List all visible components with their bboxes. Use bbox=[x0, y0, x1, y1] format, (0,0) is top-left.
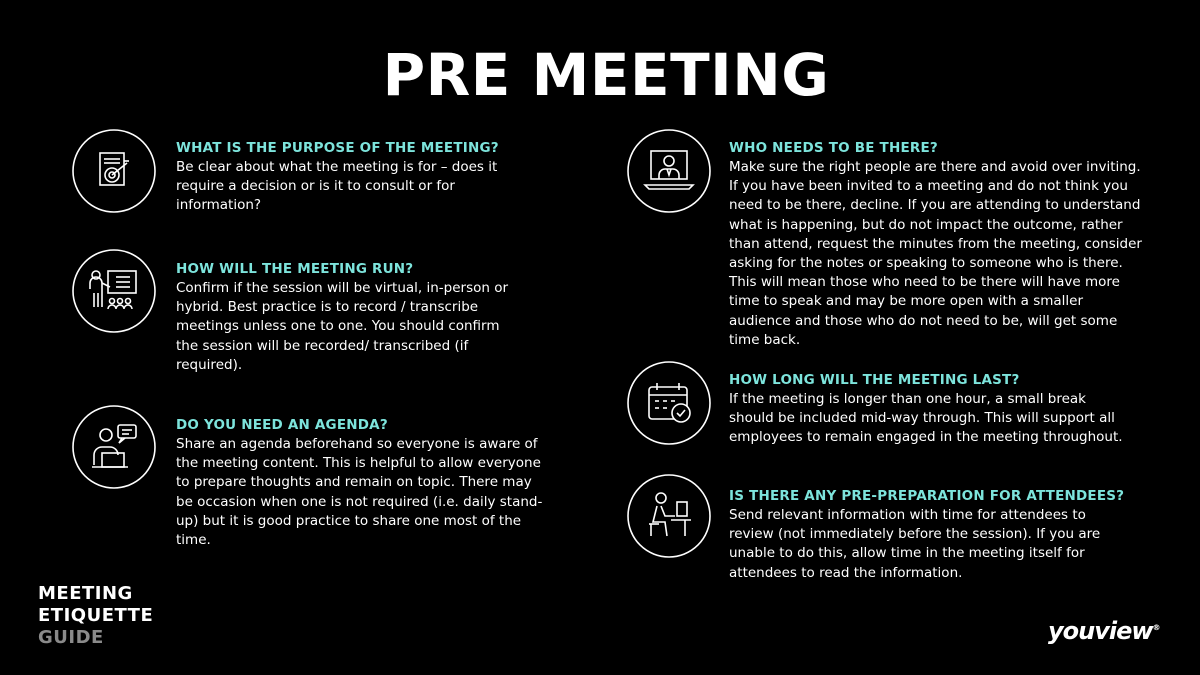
logo-text: youview bbox=[1048, 617, 1153, 645]
guide-label bbox=[38, 583, 153, 649]
section-how-run bbox=[176, 260, 516, 375]
youview-logo bbox=[1048, 617, 1160, 645]
section-body: If the meeting is longer than one hour, a small break should be included mid-way through. This will support all employees to remain engaged in the meeting throughout. bbox=[729, 391, 1123, 446]
logo-mark: ® bbox=[1152, 623, 1160, 632]
section-heading: IS THERE ANY PRE-PREPARATION FOR ATTENDEES? bbox=[729, 488, 1125, 504]
section-body: Be clear about what the meeting is for – does it require a decision or is it to consult or for information? bbox=[176, 159, 498, 214]
guide-line-1: MEETING bbox=[38, 583, 133, 604]
calendar-clock-icon bbox=[627, 361, 711, 445]
guide-line-2: ETIQUETTE bbox=[38, 605, 154, 626]
page-title: PRE MEETING bbox=[382, 41, 830, 109]
presenter-audience-icon bbox=[72, 249, 156, 333]
section-heading: HOW WILL THE MEETING RUN? bbox=[176, 261, 414, 277]
section-heading: WHAT IS THE PURPOSE OF THE MEETING? bbox=[176, 140, 499, 156]
section-preparation bbox=[729, 487, 1129, 583]
section-heading: HOW LONG WILL THE MEETING LAST? bbox=[729, 372, 1020, 388]
section-agenda bbox=[176, 416, 546, 550]
section-purpose bbox=[176, 139, 506, 216]
section-body: Share an agenda beforehand so everyone is aware of the meeting content. This is helpful to allow everyone to prepare thoughts and remain on topic. There may be occasion when one is not required (i.e. daily stand-up) but it is good practice to share one most of the time. bbox=[176, 436, 543, 549]
person-laptop-chat-icon bbox=[72, 405, 156, 489]
section-who-there bbox=[729, 139, 1149, 350]
section-how-long bbox=[729, 371, 1129, 448]
section-body: Confirm if the session will be virtual, in-person or hybrid. Best practice is to record / transcribe meetings unless one to one. You should confirm the session will be recorded/ transcribed (if required). bbox=[176, 280, 509, 373]
section-body: Make sure the right people are there and avoid over inviting. If you have been invited to a meeting and do not think you need to be there, decline. If you are attending to understand what is happening, but do not impact the outcome, rather than attend, request the minutes from the meeting, consider asking for the notes or speaking to someone who is there. This will mean those who need to be there will have more time to speak and may be more open with a smaller audience and those who do not need to be, will get some time back. bbox=[729, 159, 1142, 348]
section-body: Send relevant information with time for attendees to review (not immediately before the session). If you are unable to do this, allow time in the meeting itself for attendees to read the information. bbox=[729, 507, 1101, 581]
guide-line-3: GUIDE bbox=[38, 627, 104, 648]
video-call-laptop-icon bbox=[627, 129, 711, 213]
section-heading: WHO NEEDS TO BE THERE? bbox=[729, 140, 938, 156]
section-heading: DO YOU NEED AN AGENDA? bbox=[176, 417, 388, 433]
person-at-desk-icon bbox=[627, 474, 711, 558]
document-target-icon bbox=[72, 129, 156, 213]
